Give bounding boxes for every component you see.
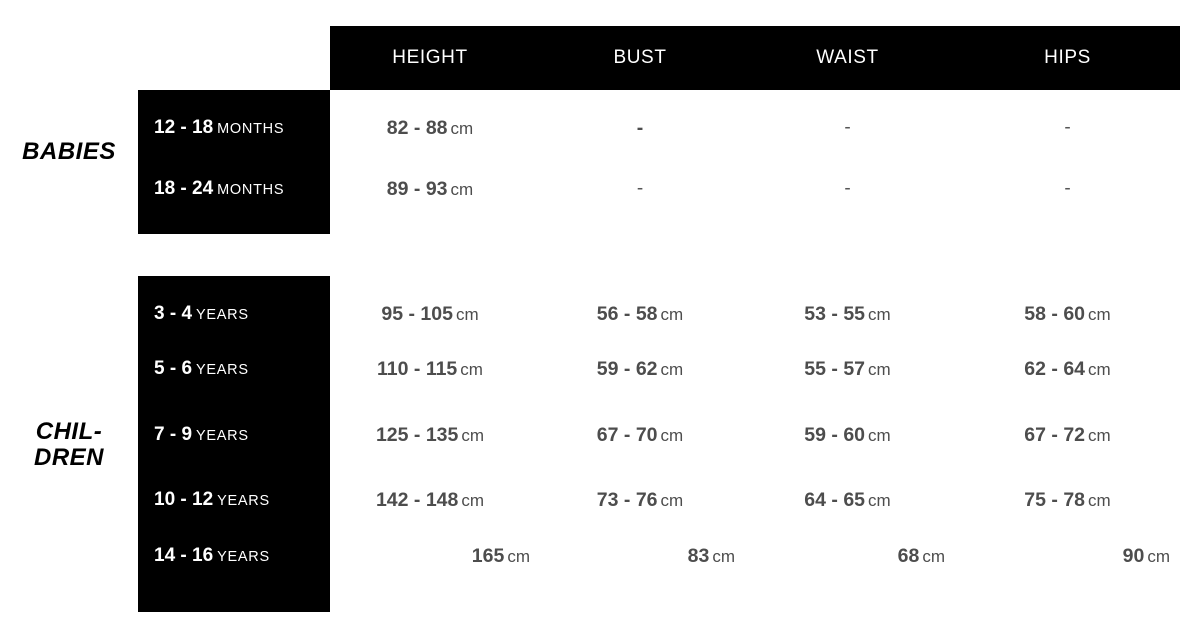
cell-children-2-waist [750,341,945,397]
size-unit: MONTHS [217,182,285,198]
value: - [844,117,851,138]
value: 90 [1122,545,1145,567]
cell-children-5-bust [545,528,735,584]
cell-babies-2-bust [545,161,735,217]
cell-children-3-hips [965,407,1170,463]
unit: cm [712,547,735,566]
value: 64 - 65 [804,489,866,511]
cell-children-2-height [330,341,530,397]
cell-babies-1-hips [965,100,1170,156]
cell-children-4-hips [965,472,1170,528]
value: 53 - 55 [804,303,866,325]
value: 83 [687,545,710,567]
value: 89 - 93 [386,178,448,200]
value: 75 - 78 [1024,489,1086,511]
unit: cm [450,180,474,199]
value: 67 - 70 [596,424,658,446]
cell-babies-1-waist [750,100,945,156]
size-label-18-24-months [138,161,330,217]
cell-children-1-waist [750,286,945,342]
value: - [1064,117,1071,138]
size-unit: YEARS [217,549,270,565]
size-range: 10 - 12 [154,489,214,510]
value: 62 - 64 [1024,358,1086,380]
value: 82 - 88 [386,117,448,139]
value: 73 - 76 [596,489,658,511]
unit: cm [1088,360,1111,379]
value: 68 [897,545,920,567]
group-name-children-line1: CHIL- [35,418,103,445]
size-label-14-16-years [138,528,330,584]
cell-children-5-waist [750,528,945,584]
unit: cm [1088,426,1111,445]
column-header-height: HEIGHT [392,47,468,68]
column-header-bust: BUST [613,47,667,68]
value: - [844,178,851,199]
cell-children-4-waist [750,472,945,528]
value: 59 - 60 [804,424,866,446]
size-range: 5 - 6 [154,358,193,379]
size-range: 3 - 4 [154,303,193,324]
size-label-5-6-years [138,341,330,397]
size-unit: YEARS [196,428,249,444]
size-range: 14 - 16 [154,545,214,566]
cell-children-1-bust [545,286,735,342]
cell-children-5-height [330,528,530,584]
size-range: 12 - 18 [154,117,214,138]
cell-children-4-height [330,472,530,528]
unit: cm [1088,491,1111,510]
unit: cm [507,547,530,566]
group-name-children [0,419,138,471]
cell-babies-1-bust [545,100,735,156]
value: 125 - 135 [375,424,459,446]
unit: cm [922,547,945,566]
unit: cm [455,305,479,324]
cell-children-5-hips [965,528,1170,584]
size-unit: YEARS [196,307,249,323]
size-label-10-12-years [138,472,330,528]
unit: cm [450,119,474,138]
unit: cm [1147,547,1170,566]
cell-children-1-hips [965,286,1170,342]
value: 59 - 62 [596,358,658,380]
cell-babies-1-height [330,100,530,156]
cell-children-3-bust [545,407,735,463]
unit: cm [660,491,684,510]
value: 55 - 57 [804,358,866,380]
cell-children-1-height [330,286,530,342]
size-range: 18 - 24 [154,178,214,199]
value: - [636,117,644,139]
value: 67 - 72 [1024,424,1086,446]
value: 142 - 148 [375,489,459,511]
cell-babies-2-waist [750,161,945,217]
cell-children-3-height [330,407,530,463]
cell-children-2-bust [545,341,735,397]
unit: cm [1088,305,1111,324]
column-header-waist: WAIST [816,47,879,68]
size-label-7-9-years [138,407,330,463]
size-label-12-18-months [138,100,330,156]
group-name-babies: BABIES [22,138,116,165]
unit: cm [660,426,684,445]
column-header-hips: HIPS [1044,47,1091,68]
group-name-children-line2: DREN [33,443,104,471]
value: 56 - 58 [596,303,658,325]
value: 95 - 105 [381,303,453,325]
cell-children-3-waist [750,407,945,463]
unit: cm [460,360,483,379]
unit: cm [461,426,485,445]
size-label-3-4-years [138,286,330,342]
unit: cm [868,360,891,379]
unit: cm [868,305,891,324]
cell-babies-2-hips [965,161,1170,217]
value: 58 - 60 [1024,303,1086,325]
unit: cm [868,491,891,510]
size-unit: YEARS [217,493,270,509]
cell-children-2-hips [965,341,1170,397]
unit: cm [868,426,891,445]
value: 165 [471,545,505,567]
size-range: 7 - 9 [154,424,193,445]
value: - [1064,178,1071,199]
size-unit: MONTHS [217,121,285,137]
value: 110 - 115 [377,358,458,380]
cell-babies-2-height [330,161,530,217]
unit: cm [461,491,485,510]
unit: cm [660,305,684,324]
cell-children-4-bust [545,472,735,528]
unit: cm [660,360,684,379]
value: - [636,178,644,199]
size-unit: YEARS [196,362,249,378]
